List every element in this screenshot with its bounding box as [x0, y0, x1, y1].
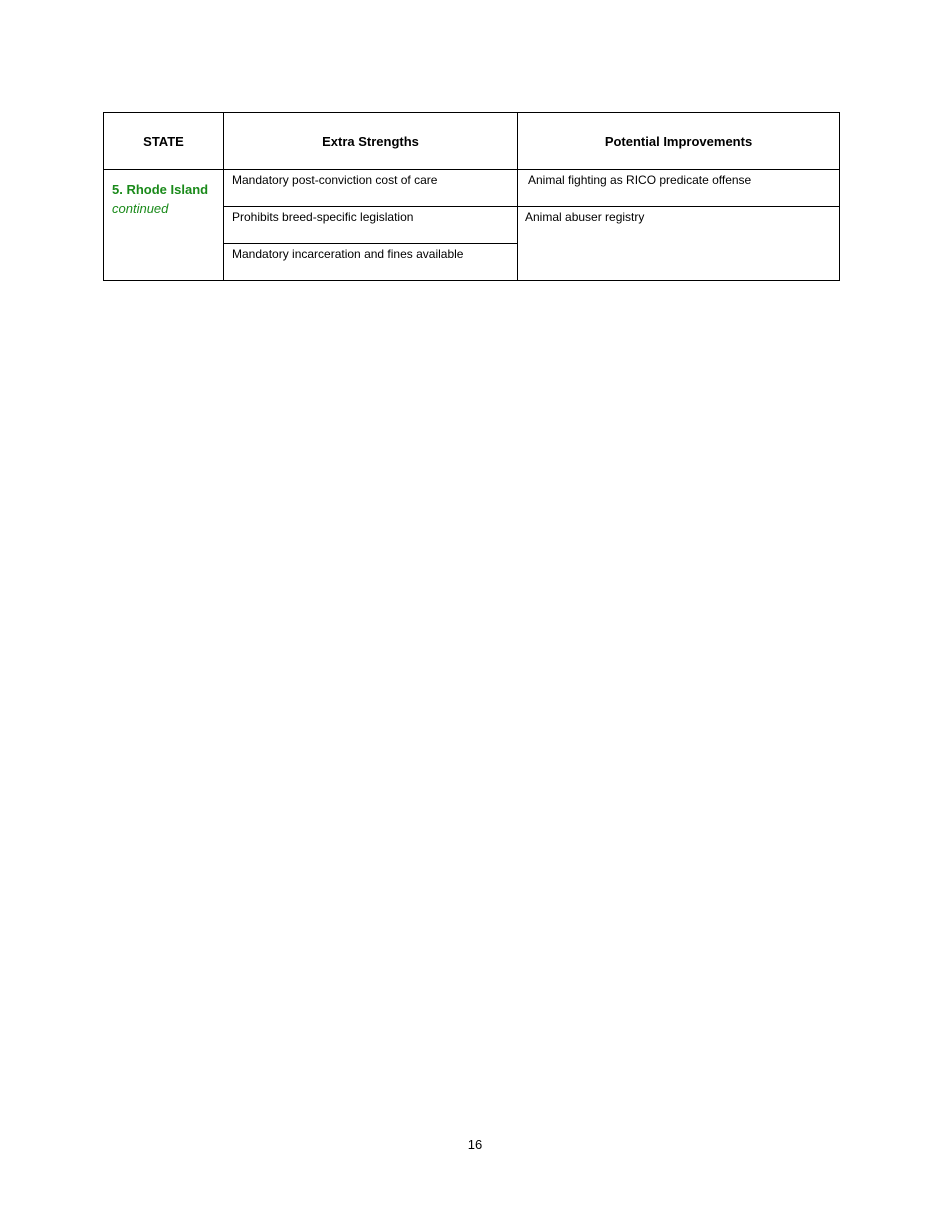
improvement-item: Animal abuser registry [518, 207, 840, 281]
strength-item: Mandatory incarceration and fines available [224, 244, 518, 281]
header-extra-strengths: Extra Strengths [224, 113, 518, 170]
state-comparison-table [103, 112, 840, 281]
header-potential-improvements: Potential Improvements [518, 113, 840, 170]
state-cell [104, 170, 224, 281]
table-header-row [104, 113, 840, 170]
table-row [104, 170, 840, 207]
page-number: 16 [467, 1137, 483, 1152]
state-name: 5. Rhode Island [112, 182, 209, 197]
header-state: STATE [104, 113, 224, 170]
improvement-item: Animal fighting as RICO predicate offense [518, 170, 840, 207]
state-continued-label: continued [112, 201, 169, 216]
strength-item: Prohibits breed-specific legislation [224, 207, 518, 244]
strength-item: Mandatory post-conviction cost of care [224, 170, 518, 207]
